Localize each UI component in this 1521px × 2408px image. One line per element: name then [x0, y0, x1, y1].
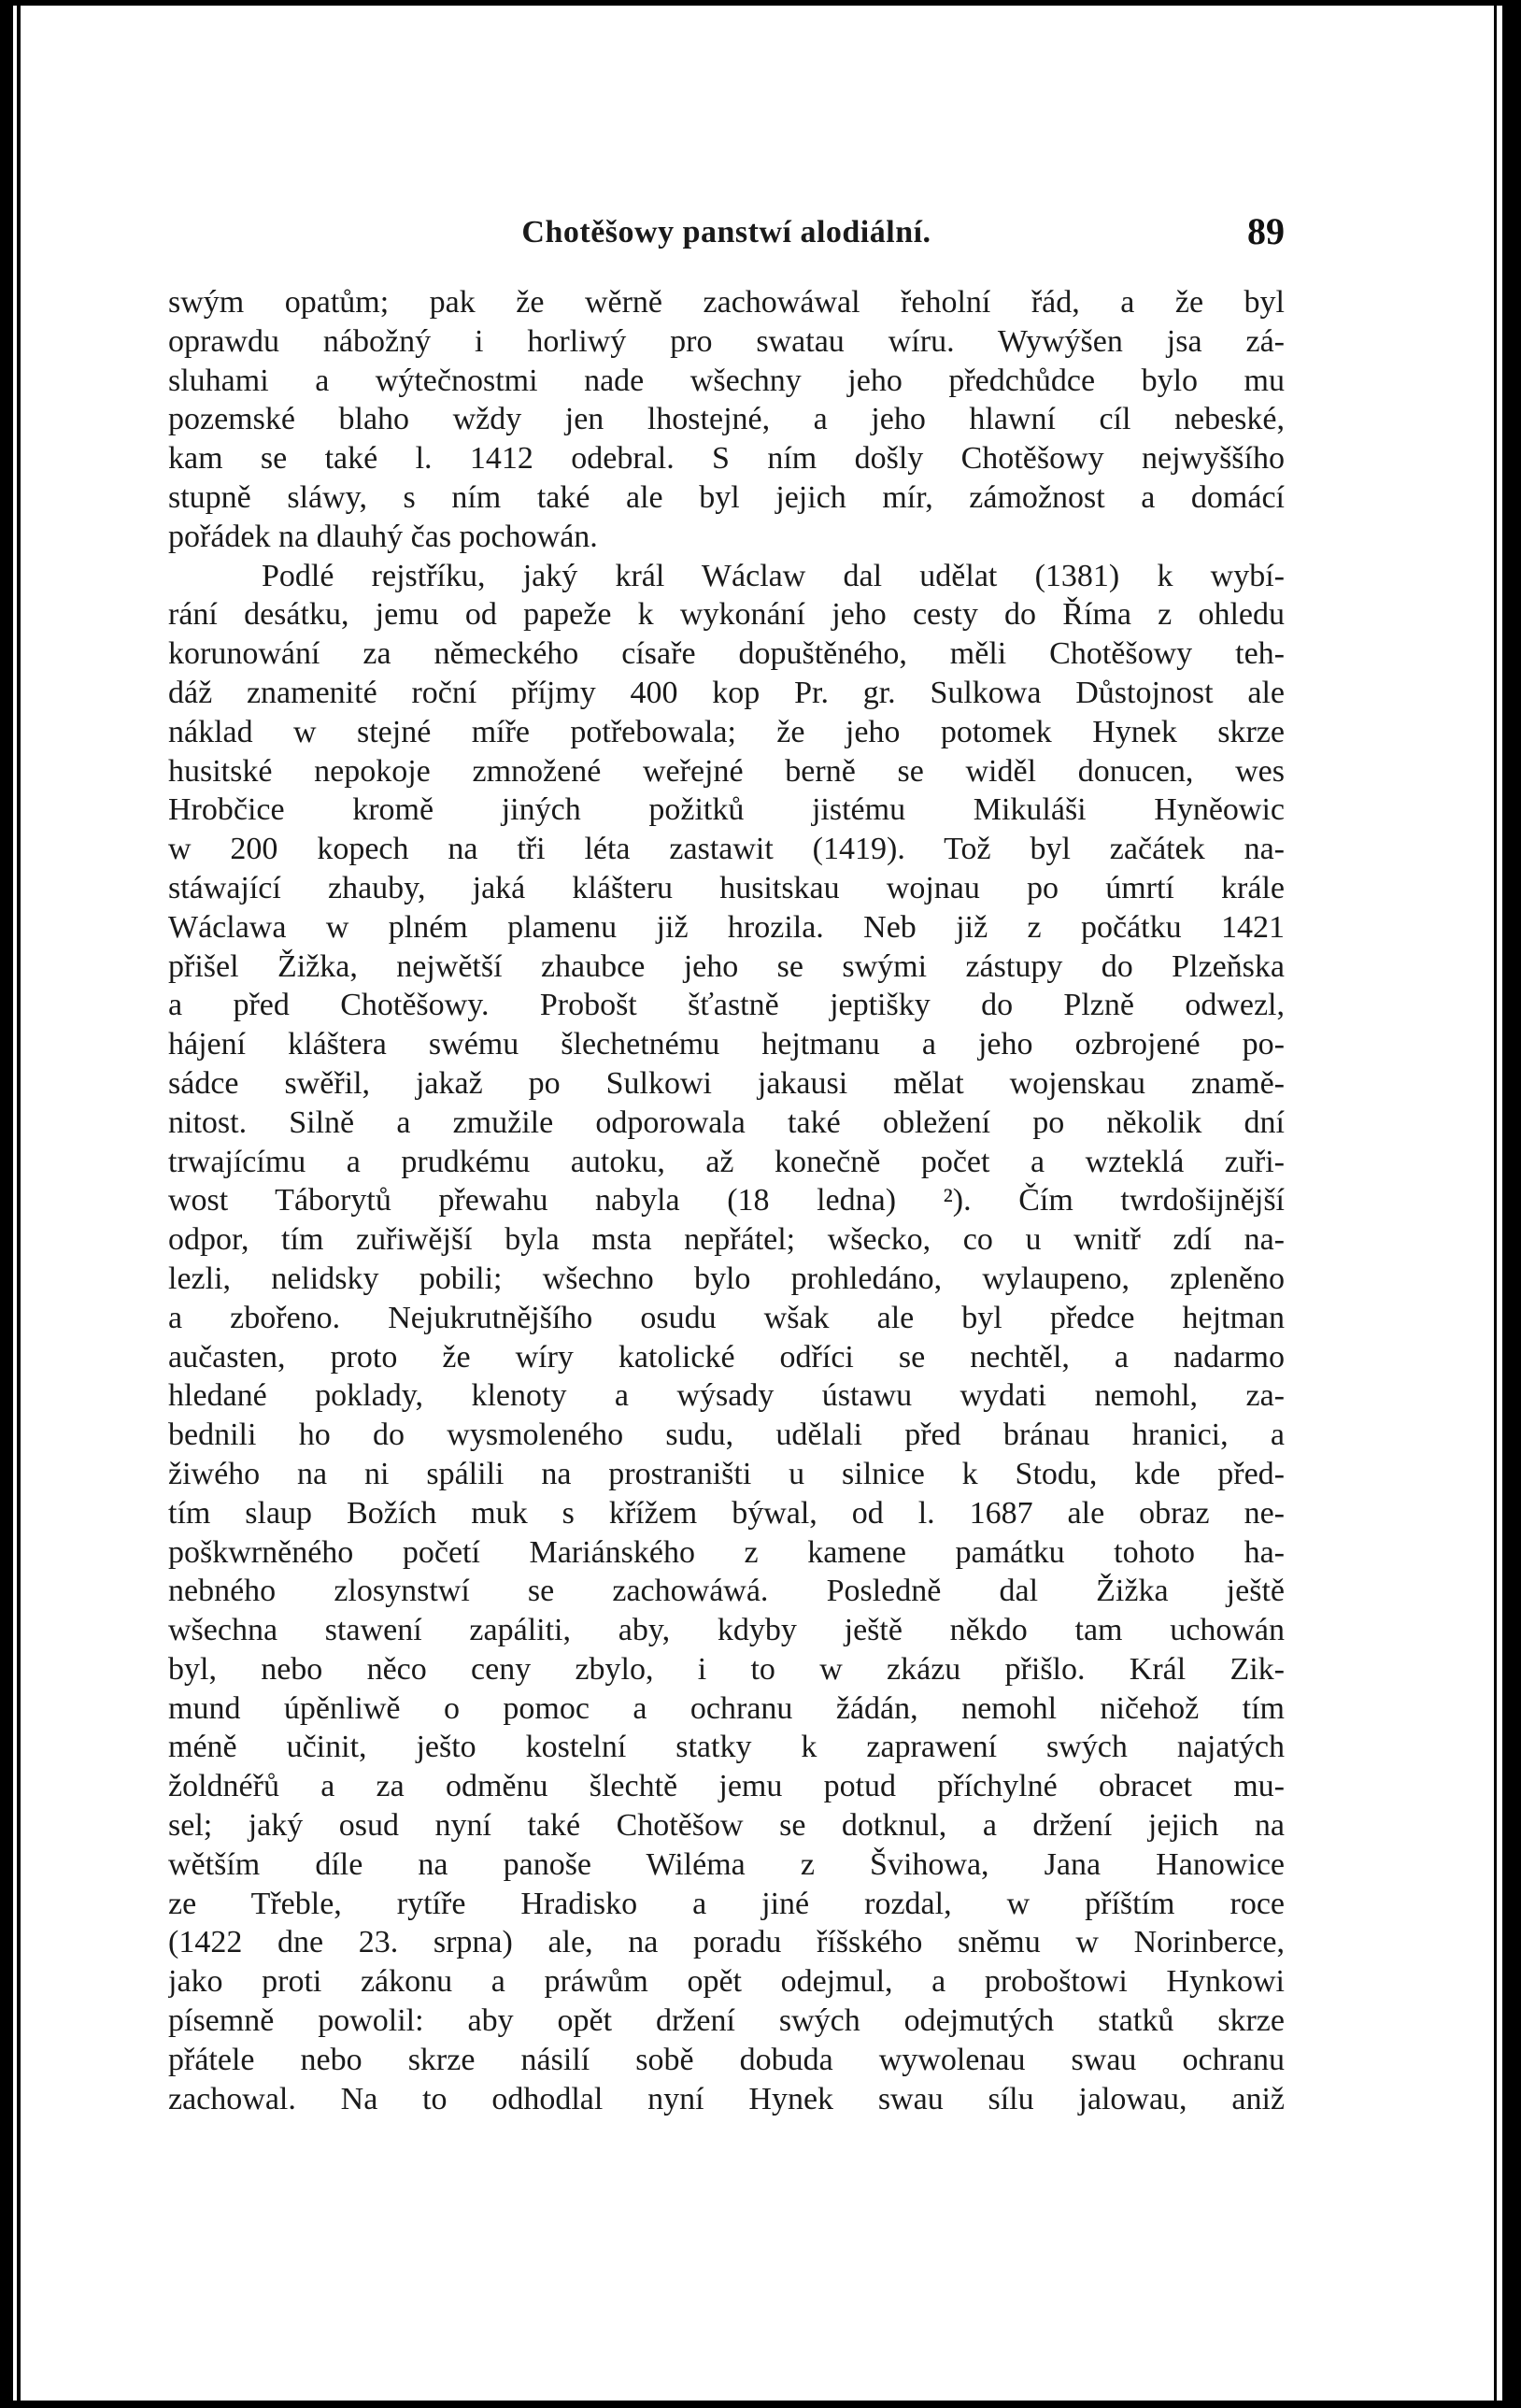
text-line: poškwrněného početí Mariánského z kamene památku tohoto ha-: [168, 1534, 1285, 1570]
body-text: [168, 283, 1285, 2118]
text-line: zachowal. Na to odhodlal nyní Hynek swau sílu jalowau, aniž: [168, 2081, 1285, 2116]
text-line: hledané poklady, klenoty a wýsady ústawu wydati nemohl, za-: [168, 1378, 1285, 1414]
page-number: 89: [1247, 210, 1285, 252]
text-line: (1422 dne 23. srpna) ale, na poradu říšského sněmu w Norinberce,: [168, 1925, 1285, 1960]
text-line: sluhami a wýtečnostmi nade wšechny jeho předchůdce bylo mu: [168, 363, 1285, 398]
text-line: aučasten, proto že wíry katolické odříci se nechtěl, a nadarmo: [168, 1339, 1285, 1375]
text-line: žoldnéřů a za odměnu šlechtě jemu potud příchylné obracet mu-: [168, 1769, 1285, 1804]
text-line: a zbořeno. Nejukrutnějšího osudu wšak ale byl předce hejtman: [168, 1300, 1285, 1335]
text-line: husitské nepokoje zmnožené weřejné berně se widěl donucen, wes: [168, 753, 1285, 789]
text-line: jako proti zákonu a práwům opět odejmul, a proboštowi Hynkowi: [168, 1964, 1285, 2000]
text-line: žiwého na ni spálili na prostraništi u silnice k Stodu, kde před-: [168, 1456, 1285, 1491]
text-line: wětším díle na panoše Wiléma z Švihowa, Jana Hanowice: [168, 1846, 1285, 1882]
text-line: Podlé rejstříku, jaký král Wáclaw dal udělat (1381) k wybí-: [262, 558, 1285, 593]
text-line: trwajícímu a prudkému autoku, až konečně počet a wzteklá zuři-: [168, 1144, 1285, 1179]
text-line: w 200 kopech na tři léta zastawit (1419). Tož byl začátek na-: [168, 832, 1285, 867]
scan-edge-left: [0, 0, 13, 2408]
text-line: rání desátku, jemu od papeže k wykonání jeho cesty do Říma z ohledu: [168, 597, 1285, 633]
text-line: korunowání za německého císaře dopuštěného, měli Chotěšowy teh-: [168, 636, 1285, 672]
text-line: přátele nebo skrze násilí sobě dobuda wywolenau swau ochranu: [168, 2042, 1285, 2077]
text-line: kam se také l. 1412 odebral. S ním došly Chotěšowy nejwyššího: [168, 441, 1285, 477]
running-title: Chotěšowy panstwí alodiální.: [521, 215, 931, 249]
text-line: stupně sláwy, s ním také ale byl jejich mír, zámožnost a domácí: [168, 479, 1285, 515]
scan-edge-right: [1502, 0, 1521, 2408]
text-line: přišel Žižka, nejwětší zhaubce jeho se swými zástupy do Plzeňska: [168, 948, 1285, 984]
text-line: stáwající zhauby, jaká klášteru husitskau wojnau po úmrtí krále: [168, 870, 1285, 905]
text-line: nitost. Silně a zmužile odporowala také obležení po několik dní: [168, 1104, 1285, 1140]
text-line: náklad w stejné míře potřebowala; že jeho potomek Hynek skrze: [168, 714, 1285, 749]
text-line: méně učinit, ješto kostelní statky k zaprawení swých najatých: [168, 1730, 1285, 1765]
text-line: odpor, tím zuřiwější byla msta nepřátel; wšecko, co u wnitř zdí na-: [168, 1222, 1285, 1258]
text-line: oprawdu nábožný i horliwý pro swatau wíru. Wywýšen jsa zá-: [168, 323, 1285, 359]
scan-edge-top: [0, 0, 1521, 6]
text-line: pozemské blaho wždy jen lhostejné, a jeho hlawní cíl nebeské,: [168, 402, 1285, 437]
text-line: wost Táborytů přewahu nabyla (18 ledna) ²). Čím twrdošijnější: [168, 1183, 1285, 1218]
text-line: písemně powolil: aby opět držení swých odejmutých statků skrze: [168, 2003, 1285, 2039]
text-line: nebného zlosynstwí se zachowáwá. Posledně dal Žižka ještě: [168, 1574, 1285, 1609]
text-line: wšechna stawení zapáliti, aby, kdyby ještě někdo tam uchowán: [168, 1613, 1285, 1648]
text-line: hájení kláštera swému šlechetnému hejtmanu a jeho ozbrojené po-: [168, 1027, 1285, 1062]
scan-edge-left-inner: [17, 0, 21, 2408]
text-line: lezli, nelidsky pobili; wšechno bylo prohledáno, wylaupeno, zpleněno: [168, 1261, 1285, 1296]
text-line: byl, nebo něco ceny zbylo, i to w zkázu přišlo. Král Zik-: [168, 1651, 1285, 1687]
scan-edge-right-inner: [1494, 0, 1497, 2408]
text-line: swým opatům; pak že wěrně zachowáwal řeholní řád, a že byl: [168, 285, 1285, 320]
text-line: a před Chotěšowy. Probošt šťastně jeptišky do Plzně odwezl,: [168, 988, 1285, 1023]
text-line: Hrobčice kromě jiných požitků jistému Mikuláši Hyněowic: [168, 792, 1285, 828]
text-line: pořádek na dlauhý čas pochowán.: [168, 519, 598, 554]
text-line: dáž znamenité roční příjmy 400 kop Pr. gr. Sulkowa Důstojnost ale: [168, 675, 1285, 710]
text-line: Wáclawa w plném plamenu již hrozila. Neb již z počátku 1421: [168, 909, 1285, 945]
text-line: mund úpěnliwě o pomoc a ochranu žádán, nemohl ničehož tím: [168, 1690, 1285, 1726]
scan-edge-bottom: [0, 2401, 1521, 2408]
text-line: sádce swěřil, jakaž po Sulkowi jakausi mělat wojenskau znamě-: [168, 1065, 1285, 1101]
text-line: bednili ho do wysmoleného sudu, udělali před bránau hranici, a: [168, 1418, 1285, 1453]
page-header: [168, 207, 1285, 264]
text-line: tím slaup Božích muk s křížem býwal, od l. 1687 ale obraz ne-: [168, 1495, 1285, 1531]
text-line: ze Třeble, rytíře Hradisko a jiné rozdal, w příštím roce: [168, 1886, 1285, 1921]
text-line: sel; jaký osud nyní také Chotěšow se dotknul, a držení jejich na: [168, 1808, 1285, 1844]
